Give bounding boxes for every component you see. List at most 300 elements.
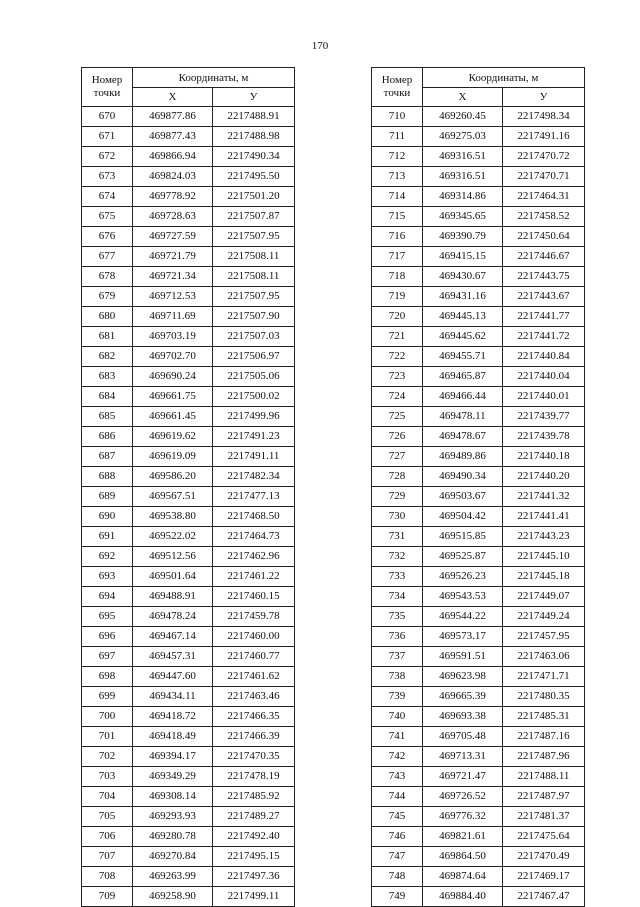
x-coordinate-cell: 469415.15 — [423, 247, 503, 267]
table-row — [82, 687, 295, 707]
x-coordinate-cell: 469778.92 — [133, 187, 213, 207]
table-row — [372, 267, 585, 287]
x-coordinate-cell: 469258.90 — [133, 887, 213, 907]
x-coordinate-cell: 469703.19 — [133, 327, 213, 347]
x-coordinate-cell: 469308.14 — [133, 787, 213, 807]
x-coordinate-cell: 469543.53 — [423, 587, 503, 607]
y-coordinate-cell: 2217470.72 — [503, 147, 585, 167]
y-coordinate-cell: 2217443.75 — [503, 267, 585, 287]
table-row — [372, 407, 585, 427]
table-row — [82, 127, 295, 147]
x-coordinate-cell: 469390.79 — [423, 227, 503, 247]
table-row — [372, 387, 585, 407]
y-coordinate-cell: 2217488.91 — [213, 107, 295, 127]
table-row — [82, 207, 295, 227]
table-row — [82, 107, 295, 127]
table-row — [372, 507, 585, 527]
y-coordinate-cell: 2217464.31 — [503, 187, 585, 207]
table-row — [82, 567, 295, 587]
x-coordinate-cell: 469457.31 — [133, 647, 213, 667]
y-coordinate-cell: 2217492.40 — [213, 827, 295, 847]
y-coordinate-cell: 2217466.35 — [213, 707, 295, 727]
y-coordinate-cell: 2217495.50 — [213, 167, 295, 187]
x-coordinate-cell: 469864.50 — [423, 847, 503, 867]
table-row — [82, 607, 295, 627]
table-row — [372, 647, 585, 667]
x-coordinate-cell: 469280.78 — [133, 827, 213, 847]
point-number-cell: 715 — [372, 207, 423, 227]
page-number: 170 — [311, 40, 329, 52]
table-row — [82, 827, 295, 847]
x-coordinate-cell: 469349.29 — [133, 767, 213, 787]
point-number-cell: 681 — [82, 327, 133, 347]
table-row — [82, 547, 295, 567]
table-row — [372, 667, 585, 687]
x-coordinate-cell: 469316.51 — [423, 167, 503, 187]
y-coordinate-cell: 2217470.35 — [213, 747, 295, 767]
table-row — [82, 887, 295, 907]
point-number-cell: 693 — [82, 567, 133, 587]
y-coordinate-cell: 2217481.37 — [503, 807, 585, 827]
table-row — [82, 307, 295, 327]
point-number-cell: 696 — [82, 627, 133, 647]
point-number-cell: 728 — [372, 467, 423, 487]
x-coordinate-cell: 469467.14 — [133, 627, 213, 647]
point-number-cell: 739 — [372, 687, 423, 707]
x-coordinate-cell: 469478.24 — [133, 607, 213, 627]
table-row — [82, 487, 295, 507]
table-row — [372, 467, 585, 487]
coordinates-header: Координаты, м — [423, 68, 585, 88]
table-row — [82, 767, 295, 787]
y-coordinate-cell: 2217498.34 — [503, 107, 585, 127]
point-number-cell: 678 — [82, 267, 133, 287]
x-coordinate-cell: 469270.84 — [133, 847, 213, 867]
table-row — [82, 167, 295, 187]
table-row — [82, 847, 295, 867]
table-row — [82, 627, 295, 647]
point-number-cell: 748 — [372, 867, 423, 887]
table-row — [372, 347, 585, 367]
x-header: Х — [423, 88, 503, 107]
table-row — [82, 747, 295, 767]
x-coordinate-cell: 469293.93 — [133, 807, 213, 827]
point-number-cell: 683 — [82, 367, 133, 387]
point-number-cell: 694 — [82, 587, 133, 607]
point-number-cell: 721 — [372, 327, 423, 347]
y-coordinate-cell: 2217449.24 — [503, 607, 585, 627]
point-number-cell: 699 — [82, 687, 133, 707]
x-coordinate-cell: 469490.34 — [423, 467, 503, 487]
point-number-cell: 700 — [82, 707, 133, 727]
y-coordinate-cell: 2217440.01 — [503, 387, 585, 407]
table-row — [82, 707, 295, 727]
point-number-cell: 709 — [82, 887, 133, 907]
table-row — [372, 487, 585, 507]
point-number-cell: 726 — [372, 427, 423, 447]
x-coordinate-cell: 469501.64 — [133, 567, 213, 587]
y-coordinate-cell: 2217491.11 — [213, 447, 295, 467]
x-coordinate-cell: 469431.16 — [423, 287, 503, 307]
table-row — [372, 787, 585, 807]
point-number-cell: 711 — [372, 127, 423, 147]
point-number-cell: 698 — [82, 667, 133, 687]
y-coordinate-cell: 2217480.35 — [503, 687, 585, 707]
x-coordinate-cell: 469260.45 — [423, 107, 503, 127]
table-row — [372, 567, 585, 587]
table-row — [82, 367, 295, 387]
x-coordinate-cell: 469726.52 — [423, 787, 503, 807]
point-number-cell: 731 — [372, 527, 423, 547]
table-row — [372, 807, 585, 827]
table-row — [82, 247, 295, 267]
y-coordinate-cell: 2217487.97 — [503, 787, 585, 807]
point-number-cell: 688 — [82, 467, 133, 487]
x-coordinate-cell: 469430.67 — [423, 267, 503, 287]
point-number-cell: 706 — [82, 827, 133, 847]
table-row — [82, 507, 295, 527]
point-number-cell: 724 — [372, 387, 423, 407]
y-coordinate-cell: 2217464.73 — [213, 527, 295, 547]
y-coordinate-cell: 2217440.84 — [503, 347, 585, 367]
y-coordinate-cell: 2217459.78 — [213, 607, 295, 627]
x-coordinate-cell: 469418.72 — [133, 707, 213, 727]
y-coordinate-cell: 2217440.18 — [503, 447, 585, 467]
y-coordinate-cell: 2217482.34 — [213, 467, 295, 487]
table-row — [372, 627, 585, 647]
point-number-cell: 740 — [372, 707, 423, 727]
point-number-cell: 716 — [372, 227, 423, 247]
x-coordinate-cell: 469522.02 — [133, 527, 213, 547]
point-number-cell: 691 — [82, 527, 133, 547]
table-row — [372, 827, 585, 847]
y-coordinate-cell: 2217499.96 — [213, 407, 295, 427]
y-coordinate-cell: 2217490.34 — [213, 147, 295, 167]
x-coordinate-cell: 469821.61 — [423, 827, 503, 847]
y-coordinate-cell: 2217441.72 — [503, 327, 585, 347]
point-number-cell: 736 — [372, 627, 423, 647]
y-coordinate-cell: 2217488.98 — [213, 127, 295, 147]
y-coordinate-cell: 2217458.52 — [503, 207, 585, 227]
y-coordinate-cell: 2217440.04 — [503, 367, 585, 387]
table-row — [82, 347, 295, 367]
point-number-cell: 725 — [372, 407, 423, 427]
table-row — [372, 207, 585, 227]
point-number-cell: 705 — [82, 807, 133, 827]
x-coordinate-cell: 469515.85 — [423, 527, 503, 547]
y-coordinate-cell: 2217443.23 — [503, 527, 585, 547]
point-number-cell: 677 — [82, 247, 133, 267]
point-number-cell: 697 — [82, 647, 133, 667]
point-number-cell: 687 — [82, 447, 133, 467]
table-row — [82, 407, 295, 427]
point-number-cell: 684 — [82, 387, 133, 407]
point-number-cell: 671 — [82, 127, 133, 147]
table-row — [372, 587, 585, 607]
table-row — [82, 647, 295, 667]
x-coordinate-cell: 469394.17 — [133, 747, 213, 767]
y-coordinate-cell: 2217470.49 — [503, 847, 585, 867]
point-number-cell: 675 — [82, 207, 133, 227]
point-number-cell: 690 — [82, 507, 133, 527]
x-coordinate-cell: 469526.23 — [423, 567, 503, 587]
table-row — [82, 327, 295, 347]
point-number-cell: 672 — [82, 147, 133, 167]
y-coordinate-cell: 2217468.50 — [213, 507, 295, 527]
x-header: Х — [133, 88, 213, 107]
point-number-cell: 741 — [372, 727, 423, 747]
point-number-header: Номер точки — [372, 68, 423, 107]
point-number-cell: 679 — [82, 287, 133, 307]
table-row — [372, 607, 585, 627]
table-row — [82, 227, 295, 247]
x-coordinate-cell: 469623.98 — [423, 667, 503, 687]
table-row — [372, 447, 585, 467]
table-row — [372, 767, 585, 787]
x-coordinate-cell: 469544.22 — [423, 607, 503, 627]
x-coordinate-cell: 469866.94 — [133, 147, 213, 167]
point-number-cell: 708 — [82, 867, 133, 887]
table-row — [82, 267, 295, 287]
x-coordinate-cell: 469504.42 — [423, 507, 503, 527]
table-row — [82, 387, 295, 407]
y-coordinate-cell: 2217507.95 — [213, 227, 295, 247]
y-coordinate-cell: 2217495.15 — [213, 847, 295, 867]
x-coordinate-cell: 469884.40 — [423, 887, 503, 907]
point-number-cell: 701 — [82, 727, 133, 747]
x-coordinate-cell: 469525.87 — [423, 547, 503, 567]
coordinates-table-left — [81, 67, 295, 907]
y-coordinate-cell: 2217491.16 — [503, 127, 585, 147]
point-number-cell: 710 — [372, 107, 423, 127]
y-coordinate-cell: 2217439.77 — [503, 407, 585, 427]
point-number-cell: 732 — [372, 547, 423, 567]
x-coordinate-cell: 469619.62 — [133, 427, 213, 447]
point-number-cell: 674 — [82, 187, 133, 207]
x-coordinate-cell: 469345.65 — [423, 207, 503, 227]
x-coordinate-cell: 469445.62 — [423, 327, 503, 347]
point-number-cell: 702 — [82, 747, 133, 767]
y-coordinate-cell: 2217499.11 — [213, 887, 295, 907]
table-row — [372, 747, 585, 767]
table-row — [372, 187, 585, 207]
y-coordinate-cell: 2217507.03 — [213, 327, 295, 347]
y-coordinate-cell: 2217507.95 — [213, 287, 295, 307]
y-coordinate-cell: 2217449.07 — [503, 587, 585, 607]
x-coordinate-cell: 469263.99 — [133, 867, 213, 887]
x-coordinate-cell: 469874.64 — [423, 867, 503, 887]
y-header: У — [503, 88, 585, 107]
x-coordinate-cell: 469665.39 — [423, 687, 503, 707]
y-coordinate-cell: 2217489.27 — [213, 807, 295, 827]
table-row — [82, 147, 295, 167]
point-number-cell: 733 — [372, 567, 423, 587]
x-coordinate-cell: 469619.09 — [133, 447, 213, 467]
y-coordinate-cell: 2217508.11 — [213, 247, 295, 267]
y-coordinate-cell: 2217457.95 — [503, 627, 585, 647]
table-row — [82, 787, 295, 807]
x-coordinate-cell: 469418.49 — [133, 727, 213, 747]
y-coordinate-cell: 2217507.87 — [213, 207, 295, 227]
y-coordinate-cell: 2217461.62 — [213, 667, 295, 687]
y-coordinate-cell: 2217463.46 — [213, 687, 295, 707]
y-coordinate-cell: 2217505.06 — [213, 367, 295, 387]
point-number-cell: 718 — [372, 267, 423, 287]
table-row — [82, 467, 295, 487]
x-coordinate-cell: 469573.17 — [423, 627, 503, 647]
x-coordinate-cell: 469824.03 — [133, 167, 213, 187]
x-coordinate-cell: 469455.71 — [423, 347, 503, 367]
table-row — [82, 587, 295, 607]
table-row — [372, 527, 585, 547]
y-coordinate-cell: 2217461.22 — [213, 567, 295, 587]
table-row — [372, 147, 585, 167]
point-number-cell: 735 — [372, 607, 423, 627]
point-number-cell: 742 — [372, 747, 423, 767]
point-number-cell: 744 — [372, 787, 423, 807]
point-number-cell: 734 — [372, 587, 423, 607]
x-coordinate-cell: 469877.43 — [133, 127, 213, 147]
x-coordinate-cell: 469275.03 — [423, 127, 503, 147]
table-row — [372, 727, 585, 747]
table-row — [372, 427, 585, 447]
y-coordinate-cell: 2217441.32 — [503, 487, 585, 507]
point-number-cell: 749 — [372, 887, 423, 907]
table-row — [372, 107, 585, 127]
x-coordinate-cell: 469445.13 — [423, 307, 503, 327]
x-coordinate-cell: 469776.32 — [423, 807, 503, 827]
point-number-cell: 686 — [82, 427, 133, 447]
point-number-cell: 673 — [82, 167, 133, 187]
x-coordinate-cell: 469503.67 — [423, 487, 503, 507]
table-row — [82, 527, 295, 547]
table-row — [372, 367, 585, 387]
x-coordinate-cell: 469690.24 — [133, 367, 213, 387]
x-coordinate-cell: 469702.70 — [133, 347, 213, 367]
point-number-cell: 720 — [372, 307, 423, 327]
x-coordinate-cell: 469434.11 — [133, 687, 213, 707]
y-coordinate-cell: 2217445.10 — [503, 547, 585, 567]
y-coordinate-cell: 2217501.20 — [213, 187, 295, 207]
y-coordinate-cell: 2217475.64 — [503, 827, 585, 847]
y-coordinate-cell: 2217497.36 — [213, 867, 295, 887]
x-coordinate-cell: 469538.80 — [133, 507, 213, 527]
y-coordinate-cell: 2217506.97 — [213, 347, 295, 367]
x-coordinate-cell: 469314.86 — [423, 187, 503, 207]
point-number-cell: 717 — [372, 247, 423, 267]
point-number-cell: 730 — [372, 507, 423, 527]
y-coordinate-cell: 2217460.00 — [213, 627, 295, 647]
table-row — [372, 287, 585, 307]
y-coordinate-cell: 2217466.39 — [213, 727, 295, 747]
table-row — [372, 247, 585, 267]
point-number-header: Номер точки — [82, 68, 133, 107]
table-row — [372, 547, 585, 567]
table-row — [82, 667, 295, 687]
y-coordinate-cell: 2217478.19 — [213, 767, 295, 787]
y-coordinate-cell: 2217446.67 — [503, 247, 585, 267]
x-coordinate-cell: 469721.34 — [133, 267, 213, 287]
x-coordinate-cell: 469661.75 — [133, 387, 213, 407]
point-number-cell: 692 — [82, 547, 133, 567]
point-number-cell: 712 — [372, 147, 423, 167]
table-row — [372, 167, 585, 187]
y-coordinate-cell: 2217440.20 — [503, 467, 585, 487]
table-row — [372, 867, 585, 887]
coordinates-table-right — [371, 67, 585, 907]
x-coordinate-cell: 469705.48 — [423, 727, 503, 747]
point-number-cell: 670 — [82, 107, 133, 127]
y-coordinate-cell: 2217487.16 — [503, 727, 585, 747]
x-coordinate-cell: 469711.69 — [133, 307, 213, 327]
x-coordinate-cell: 469877.86 — [133, 107, 213, 127]
x-coordinate-cell: 469478.11 — [423, 407, 503, 427]
y-coordinate-cell: 2217441.41 — [503, 507, 585, 527]
table-row — [372, 327, 585, 347]
y-coordinate-cell: 2217487.96 — [503, 747, 585, 767]
coordinates-header: Координаты, м — [133, 68, 295, 88]
table-row — [372, 707, 585, 727]
x-coordinate-cell: 469489.86 — [423, 447, 503, 467]
table-row — [372, 847, 585, 867]
point-number-cell: 680 — [82, 307, 133, 327]
y-coordinate-cell: 2217443.67 — [503, 287, 585, 307]
y-coordinate-cell: 2217450.64 — [503, 227, 585, 247]
table-row — [372, 887, 585, 907]
table-row — [82, 427, 295, 447]
x-coordinate-cell: 469488.91 — [133, 587, 213, 607]
x-coordinate-cell: 469478.67 — [423, 427, 503, 447]
table-row — [82, 447, 295, 467]
x-coordinate-cell: 469712.53 — [133, 287, 213, 307]
point-number-cell: 746 — [372, 827, 423, 847]
y-coordinate-cell: 2217471.71 — [503, 667, 585, 687]
x-coordinate-cell: 469586.20 — [133, 467, 213, 487]
y-coordinate-cell: 2217439.78 — [503, 427, 585, 447]
point-number-cell: 689 — [82, 487, 133, 507]
table-row — [82, 867, 295, 887]
point-number-cell: 729 — [372, 487, 423, 507]
x-coordinate-cell: 469567.51 — [133, 487, 213, 507]
x-coordinate-cell: 469447.60 — [133, 667, 213, 687]
y-coordinate-cell: 2217460.77 — [213, 647, 295, 667]
y-coordinate-cell: 2217469.17 — [503, 867, 585, 887]
y-coordinate-cell: 2217477.13 — [213, 487, 295, 507]
table-row — [82, 287, 295, 307]
point-number-cell: 738 — [372, 667, 423, 687]
x-coordinate-cell: 469591.51 — [423, 647, 503, 667]
point-number-cell: 737 — [372, 647, 423, 667]
y-coordinate-cell: 2217463.06 — [503, 647, 585, 667]
table-row — [372, 687, 585, 707]
point-number-cell: 707 — [82, 847, 133, 867]
point-number-cell: 719 — [372, 287, 423, 307]
point-number-cell: 722 — [372, 347, 423, 367]
point-number-cell: 745 — [372, 807, 423, 827]
table-row — [372, 227, 585, 247]
point-number-cell: 727 — [372, 447, 423, 467]
x-coordinate-cell: 469713.31 — [423, 747, 503, 767]
y-coordinate-cell: 2217488.11 — [503, 767, 585, 787]
x-coordinate-cell: 469661.45 — [133, 407, 213, 427]
y-coordinate-cell: 2217470.71 — [503, 167, 585, 187]
y-coordinate-cell: 2217500.02 — [213, 387, 295, 407]
y-header: У — [213, 88, 295, 107]
table-row — [82, 187, 295, 207]
point-number-cell: 695 — [82, 607, 133, 627]
x-coordinate-cell: 469316.51 — [423, 147, 503, 167]
point-number-cell: 747 — [372, 847, 423, 867]
